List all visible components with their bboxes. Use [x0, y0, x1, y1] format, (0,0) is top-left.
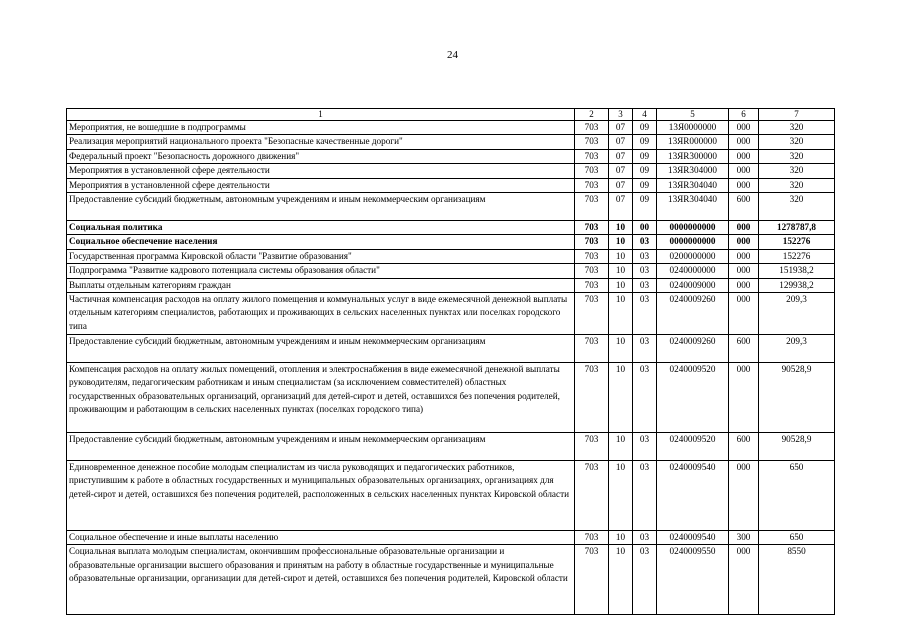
row-value-cell: 703: [575, 164, 609, 178]
table-row: [67, 178, 835, 192]
row-value-cell: 000: [729, 149, 759, 163]
row-value-cell: 10: [609, 545, 633, 615]
header-cell: 6: [729, 109, 759, 121]
row-value-cell: 10: [609, 293, 633, 335]
row-value-cell: 703: [575, 135, 609, 149]
row-value-cell: 209,3: [759, 335, 835, 363]
header-cell: 4: [633, 109, 657, 121]
row-value-cell: 07: [609, 193, 633, 221]
row-value-cell: 320: [759, 121, 835, 135]
row-value-cell: 03: [633, 293, 657, 335]
row-value-cell: 320: [759, 149, 835, 163]
table-row: [67, 363, 835, 433]
row-value-cell: 10: [609, 278, 633, 292]
row-value-cell: 13ЯR300000: [657, 149, 729, 163]
row-value-cell: 03: [633, 545, 657, 615]
row-value-cell: 0000000000: [657, 235, 729, 249]
row-value-cell: 10: [609, 461, 633, 531]
row-value-cell: 0240009000: [657, 278, 729, 292]
row-value-cell: 0240009260: [657, 335, 729, 363]
row-value-cell: 300: [729, 531, 759, 545]
row-value-cell: 600: [729, 335, 759, 363]
row-value-cell: 10: [609, 249, 633, 263]
row-value-cell: 03: [633, 363, 657, 433]
row-value-cell: 03: [633, 249, 657, 263]
row-value-cell: 000: [729, 121, 759, 135]
row-value-cell: 10: [609, 363, 633, 433]
row-value-cell: 10: [609, 531, 633, 545]
row-value-cell: 703: [575, 293, 609, 335]
table-row: [67, 221, 835, 235]
row-value-cell: 0000000000: [657, 221, 729, 235]
row-name-cell: Предоставление субсидий бюджетным, автономным учреждениям и иным некоммерческим организациям: [67, 335, 575, 363]
table-row: [67, 164, 835, 178]
row-value-cell: 07: [609, 135, 633, 149]
row-value-cell: 152276: [759, 249, 835, 263]
row-name-cell: Мероприятия в установленной сфере деятельности: [67, 164, 575, 178]
row-value-cell: 03: [633, 264, 657, 278]
row-name-cell: Частичная компенсация расходов на оплату жилого помещения и коммунальных услуг в виде ежемесячной денежной выплаты отдельным категориям специалистов, работающих и проживающих в сельских населенных пунктах или поселках городского типа: [67, 293, 575, 335]
row-value-cell: 10: [609, 235, 633, 249]
row-value-cell: 00: [633, 221, 657, 235]
row-value-cell: 000: [729, 363, 759, 433]
row-value-cell: 000: [729, 221, 759, 235]
row-value-cell: 03: [633, 433, 657, 461]
row-value-cell: 703: [575, 461, 609, 531]
row-value-cell: 000: [729, 461, 759, 531]
row-value-cell: 703: [575, 121, 609, 135]
row-value-cell: 000: [729, 135, 759, 149]
row-value-cell: 000: [729, 264, 759, 278]
table-row: [67, 135, 835, 149]
row-value-cell: 13ЯR304000: [657, 164, 729, 178]
row-value-cell: 03: [633, 531, 657, 545]
row-value-cell: 703: [575, 433, 609, 461]
row-value-cell: 13ЯR304040: [657, 178, 729, 192]
row-value-cell: 600: [729, 193, 759, 221]
row-value-cell: 703: [575, 178, 609, 192]
row-value-cell: 13ЯR000000: [657, 135, 729, 149]
table-row: [67, 149, 835, 163]
row-value-cell: 151938,2: [759, 264, 835, 278]
row-name-cell: Федеральный проект "Безопасность дорожного движения": [67, 149, 575, 163]
table-row: [67, 278, 835, 292]
row-value-cell: 703: [575, 335, 609, 363]
row-value-cell: 10: [609, 433, 633, 461]
row-value-cell: 0240009260: [657, 293, 729, 335]
row-value-cell: 703: [575, 221, 609, 235]
row-value-cell: 703: [575, 531, 609, 545]
header-cell: 1: [67, 109, 575, 121]
row-value-cell: 0240009520: [657, 433, 729, 461]
table-row: [67, 461, 835, 531]
row-value-cell: 650: [759, 531, 835, 545]
row-value-cell: 152276: [759, 235, 835, 249]
table-row: [67, 249, 835, 263]
row-value-cell: 000: [729, 278, 759, 292]
row-value-cell: 703: [575, 545, 609, 615]
row-value-cell: 000: [729, 164, 759, 178]
table-row: [67, 264, 835, 278]
row-name-cell: Предоставление субсидий бюджетным, автономным учреждениям и иным некоммерческим организациям: [67, 433, 575, 461]
row-name-cell: Подпрограмма "Развитие кадрового потенциала системы образования области": [67, 264, 575, 278]
row-value-cell: 703: [575, 193, 609, 221]
row-value-cell: 09: [633, 135, 657, 149]
row-name-cell: Мероприятия в установленной сфере деятельности: [67, 178, 575, 192]
row-value-cell: 320: [759, 135, 835, 149]
row-value-cell: 13Я0000000: [657, 121, 729, 135]
row-name-cell: Предоставление субсидий бюджетным, автономным учреждениям и иным некоммерческим организациям: [67, 193, 575, 221]
row-value-cell: 0200000000: [657, 249, 729, 263]
row-name-cell: Социальная выплата молодым специалистам, окончившим профессиональные образовательные организации и образовательные организации высшего образования и принятым на работу в областные государственные и муниципальные образовательные организации, организации для детей-сирот и детей, оставшихся без попечения родителей, Кировской области: [67, 545, 575, 615]
header-cell: 3: [609, 109, 633, 121]
table-row: [67, 433, 835, 461]
row-value-cell: 320: [759, 178, 835, 192]
row-value-cell: 07: [609, 149, 633, 163]
row-value-cell: 09: [633, 193, 657, 221]
row-value-cell: 129938,2: [759, 278, 835, 292]
table-header-row: [67, 109, 835, 121]
row-value-cell: 90528,9: [759, 433, 835, 461]
row-value-cell: 03: [633, 278, 657, 292]
row-value-cell: 650: [759, 461, 835, 531]
row-name-cell: Компенсация расходов на оплату жилых помещений, отопления и электроснабжения в виде ежемесячной денежной выплаты руководителям, педагогическим работникам и иным специалистам (за исключением совместителей) областных государственных образовательных организаций, организаций для детей-сирот и детей, оставшихся без попечения родителей, проживающим и работающим в сельских населенных пунктах (поселках городского типа): [67, 363, 575, 433]
header-cell: 5: [657, 109, 729, 121]
row-value-cell: 8550: [759, 545, 835, 615]
row-value-cell: 0240009540: [657, 531, 729, 545]
row-name-cell: Мероприятия, не вошедшие в подпрограммы: [67, 121, 575, 135]
table-row: [67, 293, 835, 335]
row-value-cell: 000: [729, 293, 759, 335]
table-row: [67, 121, 835, 135]
row-value-cell: 03: [633, 461, 657, 531]
row-value-cell: 703: [575, 149, 609, 163]
row-value-cell: 09: [633, 178, 657, 192]
row-value-cell: 703: [575, 278, 609, 292]
row-value-cell: 03: [633, 335, 657, 363]
table-row: [67, 193, 835, 221]
row-value-cell: 10: [609, 264, 633, 278]
row-value-cell: 703: [575, 363, 609, 433]
row-value-cell: 09: [633, 149, 657, 163]
row-name-cell: Единовременное денежное пособие молодым специалистам из числа руководящих и педагогических работников, приступившим к работе в областных государственных и муниципальных образовательных организациях, организациях для детей-сирот и детей, оставшихся без попечения родителей, расположенных в сельских населенных пунктах Кировской области: [67, 461, 575, 531]
budget-table: [66, 108, 835, 615]
row-value-cell: 209,3: [759, 293, 835, 335]
row-value-cell: 0240000000: [657, 264, 729, 278]
table-row: [67, 531, 835, 545]
row-value-cell: 703: [575, 235, 609, 249]
row-value-cell: 000: [729, 545, 759, 615]
row-value-cell: 07: [609, 164, 633, 178]
row-value-cell: 000: [729, 178, 759, 192]
row-value-cell: 13ЯR304040: [657, 193, 729, 221]
table-row: [67, 335, 835, 363]
row-value-cell: 0240009550: [657, 545, 729, 615]
row-value-cell: 703: [575, 264, 609, 278]
row-value-cell: 000: [729, 249, 759, 263]
row-value-cell: 07: [609, 121, 633, 135]
row-value-cell: 0240009520: [657, 363, 729, 433]
row-value-cell: 90528,9: [759, 363, 835, 433]
row-name-cell: Реализация мероприятий национального проекта "Безопасные качественные дороги": [67, 135, 575, 149]
row-value-cell: 10: [609, 221, 633, 235]
row-name-cell: Социальное обеспечение населения: [67, 235, 575, 249]
row-name-cell: Государственная программа Кировской области "Развитие образования": [67, 249, 575, 263]
row-value-cell: 09: [633, 121, 657, 135]
row-value-cell: 703: [575, 249, 609, 263]
header-cell: 7: [759, 109, 835, 121]
row-value-cell: 0240009540: [657, 461, 729, 531]
page-number: 24: [447, 49, 458, 61]
row-value-cell: 10: [609, 335, 633, 363]
header-cell: 2: [575, 109, 609, 121]
row-value-cell: 1278787,8: [759, 221, 835, 235]
row-value-cell: 07: [609, 178, 633, 192]
row-value-cell: 320: [759, 193, 835, 221]
row-value-cell: 000: [729, 235, 759, 249]
table-row: [67, 545, 835, 615]
row-value-cell: 09: [633, 164, 657, 178]
table-row: [67, 235, 835, 249]
row-name-cell: Социальное обеспечение и иные выплаты населению: [67, 531, 575, 545]
row-value-cell: 320: [759, 164, 835, 178]
row-name-cell: Социальная политика: [67, 221, 575, 235]
row-name-cell: Выплаты отдельным категориям граждан: [67, 278, 575, 292]
row-value-cell: 600: [729, 433, 759, 461]
row-value-cell: 03: [633, 235, 657, 249]
